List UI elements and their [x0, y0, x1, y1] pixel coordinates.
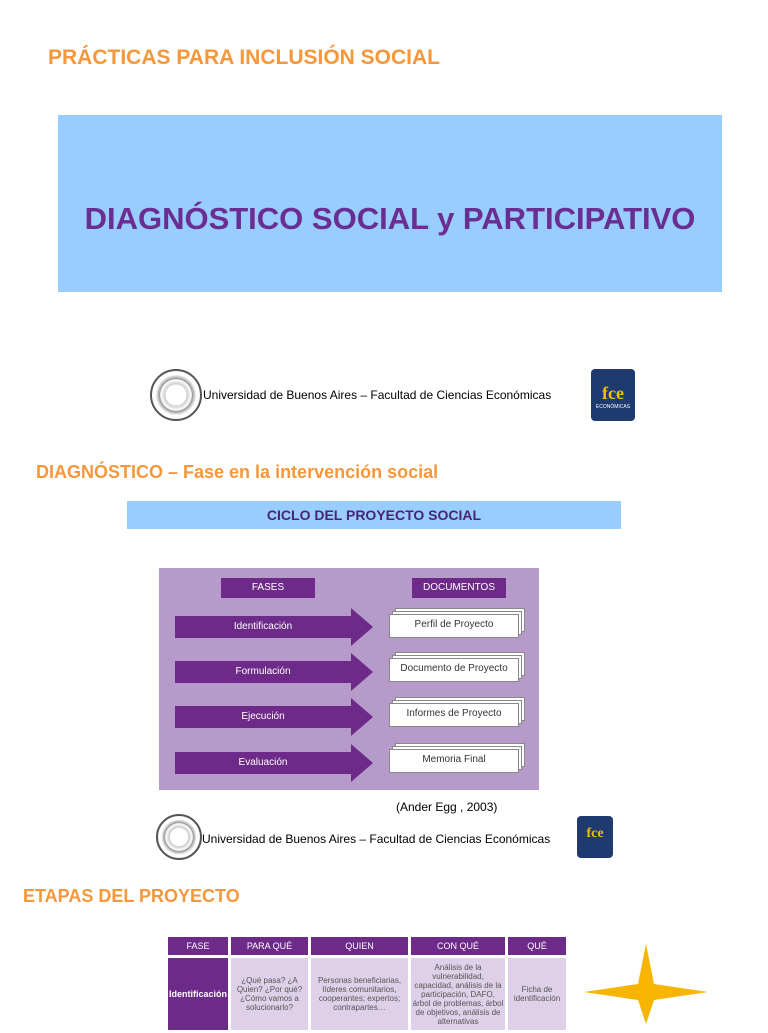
section-diagnostico-title: DIAGNÓSTICO – Fase en la intervención social: [36, 462, 439, 482]
table-cell: Análisis de la vulnerabilidad, capacidad, análisis de la participación, DAFO, árbol de problemas, árbol de objetivos, análisis de alternativas: [411, 958, 505, 1030]
uba-seal-icon: [156, 814, 202, 860]
table-header: QUIEN: [311, 937, 408, 955]
fases-header: FASES: [221, 578, 315, 598]
star-icon: [584, 944, 708, 1024]
table-cell: ¿Qué pasa? ¿A Quien? ¿Por qué? ¿Cómo vamos a solucionarlo?: [231, 958, 308, 1030]
section-etapas-title: ETAPAS DEL PROYECTO: [23, 886, 240, 906]
uba-seal-icon: [150, 369, 202, 421]
table-cell: Ficha de identificación: [508, 958, 566, 1030]
table-header: CON QUÉ: [411, 937, 505, 955]
documentos-header: DOCUMENTOS: [412, 578, 506, 598]
document-box: Informes de Proyecto: [389, 703, 519, 727]
fase-arrow: Formulación: [175, 661, 351, 683]
document-box: Perfil de Proyecto: [389, 614, 519, 638]
table-cell: Personas beneficiarias, líderes comunitarios, cooperantes; expertos; contrapartes…: [311, 958, 408, 1030]
document-box: Documento de Proyecto: [389, 658, 519, 682]
banner-title: DIAGNÓSTICO SOCIAL y PARTICIPATIVO: [84, 201, 696, 236]
fce-logo-icon: fce ECONÓMICAS: [591, 369, 635, 421]
fce-logo-icon: fce: [577, 816, 613, 858]
university-name: Universidad de Buenos Aires – Facultad de Ciencias Económicas: [203, 388, 552, 402]
table-cell: Identificación: [168, 958, 228, 1030]
page-title: PRÁCTICAS PARA INCLUSIÓN SOCIAL: [48, 46, 441, 69]
table-header: PARA QUÉ: [231, 937, 308, 955]
table-header: QUÉ: [508, 937, 566, 955]
project-cycle-diagram: [159, 568, 539, 790]
table-header: FASE: [168, 937, 228, 955]
citation: (Ander Egg , 2003): [396, 800, 498, 814]
fase-arrow: Identificación: [175, 616, 351, 638]
fase-arrow: Evaluación: [175, 752, 351, 774]
ciclo-subtitle: CICLO DEL PROYECTO SOCIAL: [127, 501, 621, 529]
title-banner: [58, 115, 722, 292]
fase-arrow: Ejecución: [175, 706, 351, 728]
document-box: Memoria Final: [389, 749, 519, 773]
etapas-table: [165, 934, 569, 1033]
university-name: Universidad de Buenos Aires – Facultad de Ciencias Económicas: [202, 832, 551, 846]
